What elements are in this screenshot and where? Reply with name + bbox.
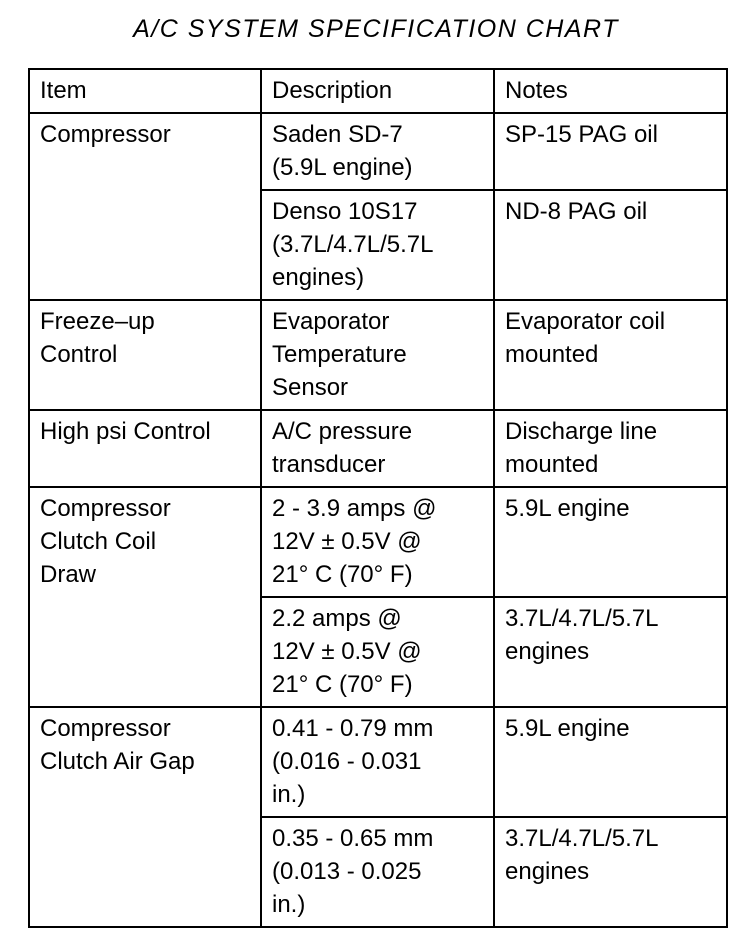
description-cell: 2.2 amps @ 12V ± 0.5V @ 21° C (70° F) xyxy=(261,597,494,707)
table-row xyxy=(29,300,727,410)
column-header-item: Item xyxy=(29,69,261,113)
item-cell: Compressor Clutch Air Gap xyxy=(29,707,261,927)
item-cell: Compressor xyxy=(29,113,261,300)
notes-cell: 3.7L/4.7L/5.7L engines xyxy=(494,597,727,707)
description-cell: Evaporator Temperature Sensor xyxy=(261,300,494,410)
table-row xyxy=(29,487,727,597)
table-row xyxy=(29,410,727,487)
description-cell: A/C pressure transducer xyxy=(261,410,494,487)
notes-cell: Discharge line mounted xyxy=(494,410,727,487)
notes-cell: SP-15 PAG oil xyxy=(494,113,727,190)
item-cell: Freeze–up Control xyxy=(29,300,261,410)
page-title: A/C SYSTEM SPECIFICATION CHART xyxy=(133,15,619,43)
notes-cell: 5.9L engine xyxy=(494,487,727,597)
table-header-row xyxy=(29,69,727,113)
notes-cell: 3.7L/4.7L/5.7L engines xyxy=(494,817,727,927)
item-cell: Compressor Clutch Coil Draw xyxy=(29,487,261,707)
specification-table xyxy=(28,68,728,928)
notes-cell: 5.9L engine xyxy=(494,707,727,817)
description-cell: Denso 10S17 (3.7L/4.7L/5.7L engines) xyxy=(261,190,494,300)
table-row xyxy=(29,113,727,190)
notes-cell: Evaporator coil mounted xyxy=(494,300,727,410)
item-cell: High psi Control xyxy=(29,410,261,487)
column-header-description: Description xyxy=(261,69,494,113)
description-cell: 0.41 - 0.79 mm (0.016 - 0.031 in.) xyxy=(261,707,494,817)
description-cell: Saden SD-7 (5.9L engine) xyxy=(261,113,494,190)
table-row xyxy=(29,707,727,817)
notes-cell: ND-8 PAG oil xyxy=(494,190,727,300)
column-header-notes: Notes xyxy=(494,69,727,113)
description-cell: 2 - 3.9 amps @ 12V ± 0.5V @ 21° C (70° F) xyxy=(261,487,494,597)
description-cell: 0.35 - 0.65 mm (0.013 - 0.025 in.) xyxy=(261,817,494,927)
